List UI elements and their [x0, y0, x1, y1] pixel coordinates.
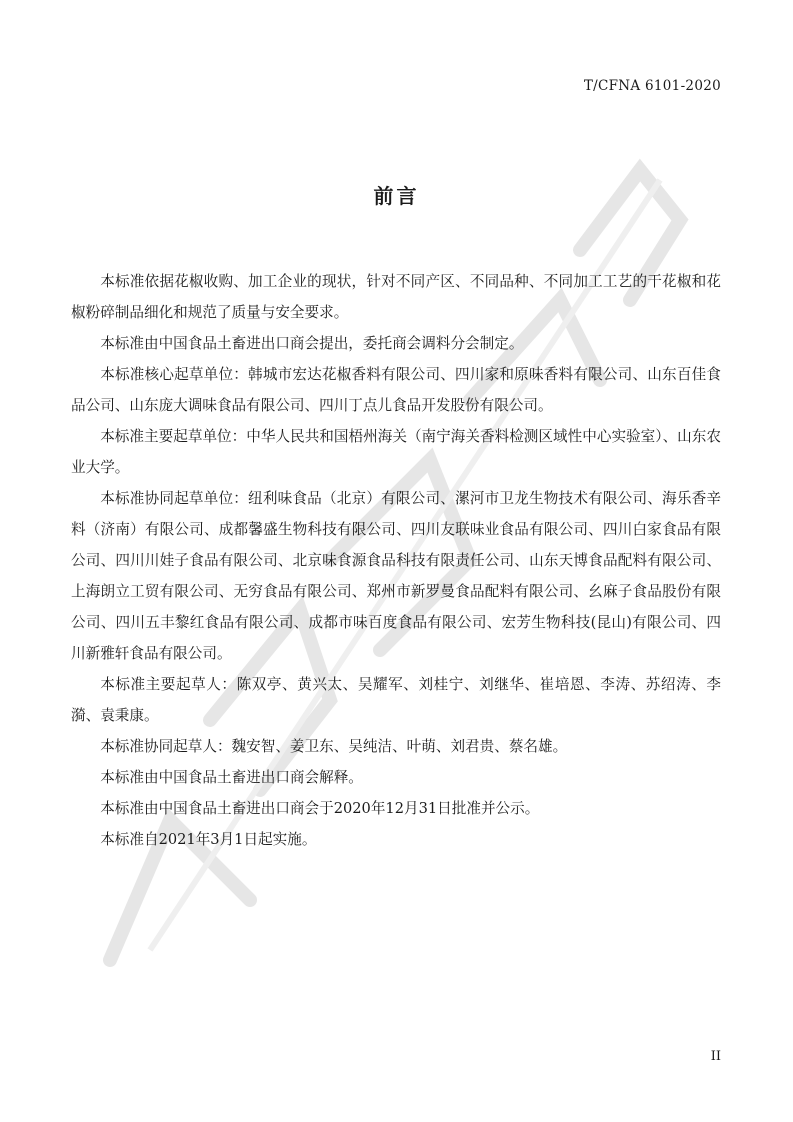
- paragraph: 本标准由中国食品土畜进出口商会解释。: [100, 769, 363, 786]
- paragraph: 本标准协同起草单位：纽利味食品（北京）有限公司、漯河市卫龙生物技术有限公司、海乐香辛料（济南）有限公司、成都馨盛生物科技有限公司、四川友联味业食品有限公司、四川白家食品有限公司、四川川娃子食品有限公司、北京味食源食品科技有限责任公司、山东天博食品配料有限公司、上海朗立工贸有限公司、无穷食品有限公司、郑州市新罗曼食品配料有限公司、幺麻子食品股份有限公司、四川五丰黎红食品有限公司、成都市味百度食品有限公司、宏芳生物科技(昆山)有限公司、四川新雅轩食品有限公司。: [71, 490, 721, 662]
- paragraph: 本标准主要起草单位：中华人民共和国梧州海关（南宁海关香料检测区域性中心实验室）、山东农业大学。: [71, 428, 721, 476]
- standard-code: T/CFNA 6101-2020: [583, 78, 721, 94]
- paragraph: 本标准核心起草单位：韩城市宏达花椒香料有限公司、四川家和原味香料有限公司、山东百佳食品公司、山东庞大调味食品有限公司、四川丁点儿食品开发股份有限公司。: [71, 366, 721, 414]
- paragraph: 本标准由中国食品土畜进出口商会提出，委托商会调料分会制定。: [100, 335, 524, 352]
- page-number: II: [710, 1049, 721, 1064]
- paragraph: 本标准主要起草人：陈双亭、黄兴太、吴耀军、刘桂宁、刘继华、崔培恩、李涛、苏绍涛、李漪、袁秉康。: [71, 676, 721, 724]
- paragraph: 本标准协同起草人：魏安智、姜卫东、吴纯洁、叶萌、刘君贵、蔡名雄。: [100, 738, 568, 755]
- paragraph: 本标准自2021年3月1日起实施。: [100, 831, 317, 848]
- foreword-body: [71, 266, 721, 855]
- page-title: 前言: [373, 184, 420, 208]
- paragraph: 本标准由中国食品土畜进出口商会于2020年12月31日批准并公示。: [100, 800, 540, 817]
- paragraph: 本标准依据花椒收购、加工企业的现状，针对不同产区、不同品种、不同加工工艺的干花椒和花椒粉碎制品细化和规范了质量与安全要求。: [71, 273, 721, 321]
